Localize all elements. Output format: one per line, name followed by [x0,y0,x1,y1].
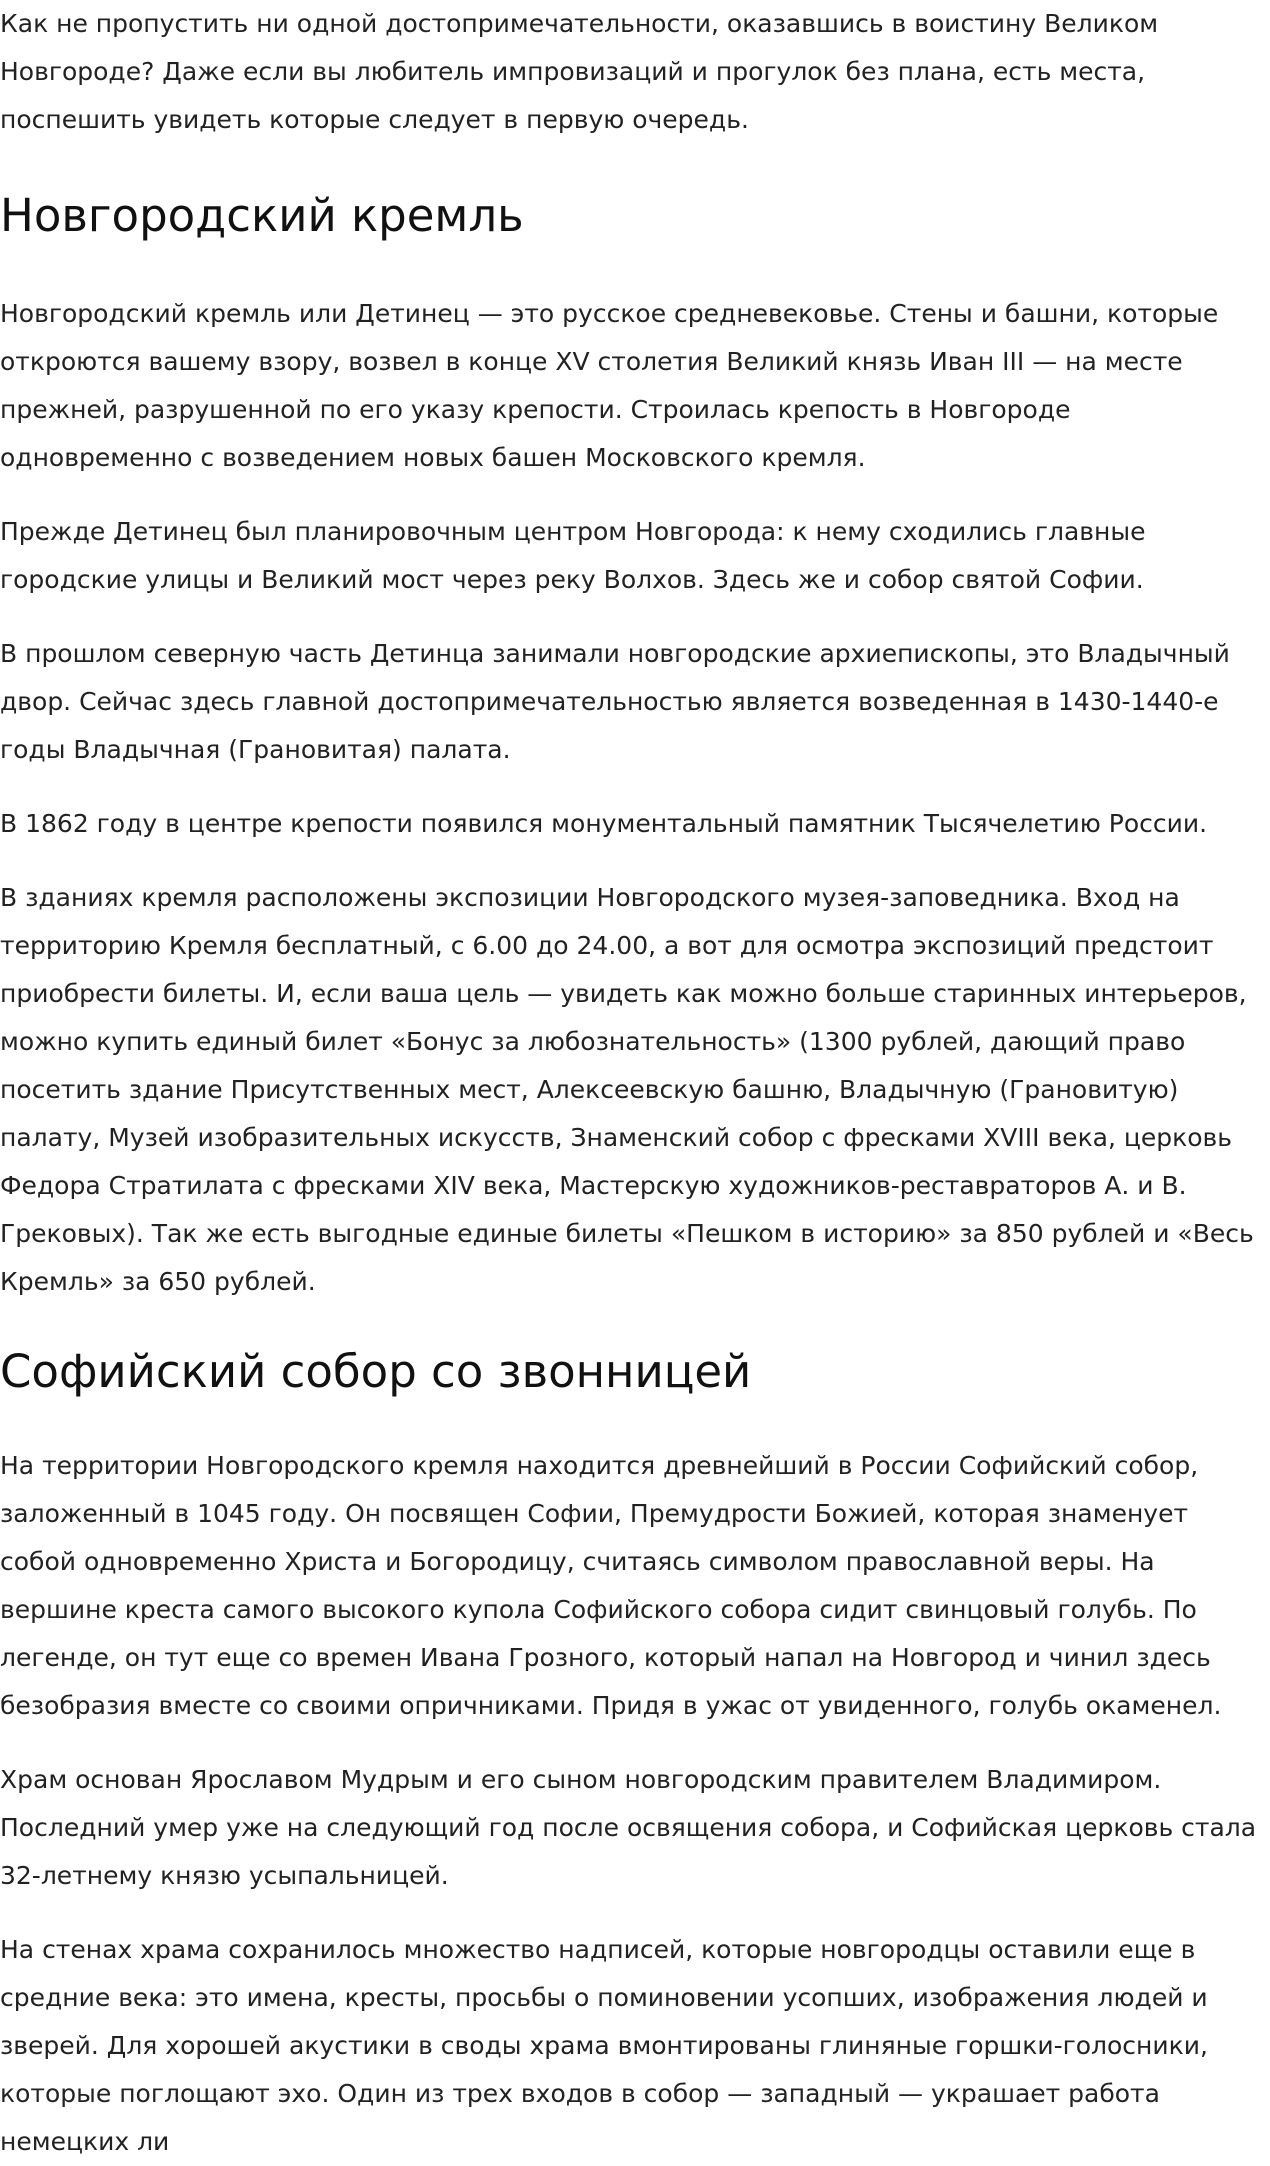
sofia-paragraph: На территории Новгородского кремля находится древнейший в России Софийский собор, заложенный в 1045 году. Он посвящен Софии, Премудрости Божией, которая знаменует собой одновременно Христа и Богородицу, считаясь символом православной веры. На вершине креста самого высокого купола Софийского собора сидит свинцовый голубь. По легенде, он тут еще со времен Ивана Грозного, который напал на Новгород и чинил здесь безобразия вместе со своими опричниками. Придя в ужас от увиденного, голубь окаменел. [0,1451,1222,1720]
sofia-paragraph: Храм основан Ярославом Мудрым и его сыном новгородским правителем Владимиром. Последний умер уже на следующий год после освящения собора, и Софийская церковь стала 32-летнему князю усыпальницей. [0,1765,1257,1890]
kremlin-paragraph: Прежде Детинец был планировочным центром Новгорода: к нему сходились главные городские улицы и Великий мост через реку Волхов. Здесь же и собор святой Софии. [0,517,1146,594]
intro-paragraph: Как не пропустить ни одной достопримечательности, оказавшись в воистину Великом Новгороде? Даже если вы любитель импровизаций и прогулок без плана, есть места, поспешить увидеть которые следует в первую очередь. [0,9,1159,134]
kremlin-paragraph: Новгородский кремль или Детинец — это русское средневековье. Стены и башни, которые откроются вашему взору, возвел в конце XV столетия Великий князь Иван III — на месте прежней, разрушенной по его указу крепости. Строилась крепость в Новгороде одновременно с возведением новых башен Московского кремля. [0,299,1219,472]
kremlin-paragraph: В прошлом северную часть Детинца занимали новгородские архиепископы, это Владычный двор. Сейчас здесь главной достопримечательностью является возведенная в 1430-1440-е годы Владычная (Грановитая) палата. [0,639,1230,764]
sofia-paragraph: На стенах храма сохранилось множество надписей, которые новгородцы оставили еще в средние века: это имена, кресты, просьбы о поминовении усопших, изображения людей и зверей. Для хорошей акустики в своды храма вмонтированы глиняные горшки-голосники, которые поглощают эхо. Один из трех входов в собор — западный — украшает работа немецких ли [0,1935,1208,2156]
section-heading-sofia-cathedral: Софийский собор со звонницей [0,1345,752,1398]
kremlin-paragraph: В зданиях кремля расположены экспозиции Новгородского музея-заповедника. Вход на территорию Кремля бесплатный, с 6.00 до 24.00, а вот для осмотра экспозиций предстоит приобрести билеты. И, если ваша цель — увидеть как можно больше старинных интерьеров, можно купить единый билет «Бонус за любознательность» (1300 рублей, дающий право посетить здание Присутственных мест, Алексеевскую башню, Владычную (Грановитую) палату, Музей изобразительных искусств, Знаменский собор с фресками XVIII века, церковь Федора Стратилата с фресками XIV века, Мастерскую художников-реставраторов А. и В. Грековых). Так же есть выгодные единые билеты «Пешком в историю» за 850 рублей и «Весь Кремль» за 650 рублей. [0,883,1254,1296]
kremlin-paragraph: В 1862 году в центре крепости появился монументальный памятник Тысячелетию России. [0,809,1208,838]
section-heading-kremlin: Новгородский кремль [0,189,524,242]
